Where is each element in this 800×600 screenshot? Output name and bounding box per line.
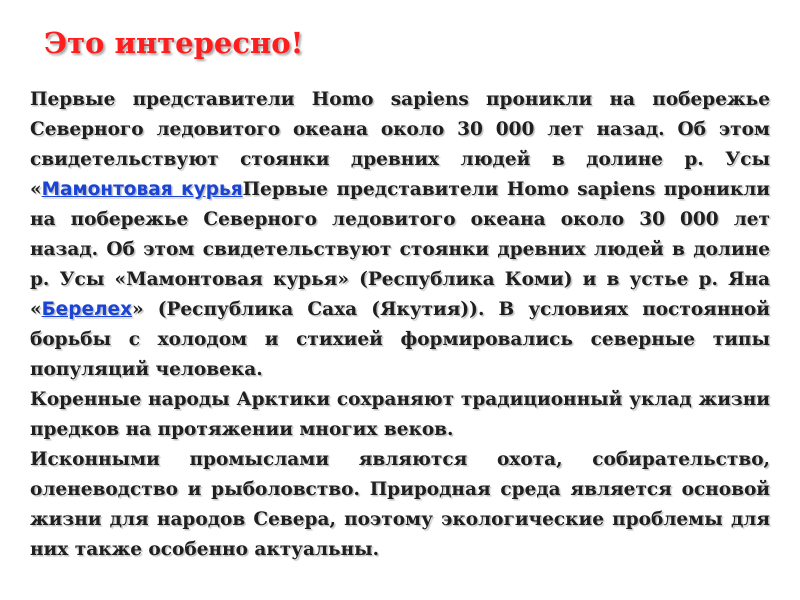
- paragraph-crafts: Исконными промыслами являются охота, собирательство, оленеводство и рыболовство. Природная среда является основой жизни для народов Севера, поэтому экологические проблемы для них также особенно актуальны.: [30, 449, 770, 560]
- link-mamontovaya-kurya[interactable]: Мамонтовая курья: [41, 179, 243, 200]
- link-berelekh[interactable]: Берелех: [41, 299, 133, 320]
- paragraph-text: » (Республика Саха (Якутия)). В условиях постоянной борьбы с холодом и стихией формировались северные типы популяций человека.: [30, 299, 770, 380]
- paragraph-origins: [30, 85, 770, 385]
- paragraph-text: Первые представители Homo sapiens проникли на побережье Северного ледовитого океана около 30 000 лет назад. Об этом свидетельствуют стоянки древних людей в долине р. Усы «: [30, 89, 770, 200]
- slide-title: Это интересно!: [44, 26, 304, 60]
- paragraph-text: Первые представители Homo sapiens проникли на побережье Северного ледовитого океана около 30 000 лет назад. Об этом свидетельствуют стоянки древних людей в долине р. Усы «Мамонтовая курья» (Республика Коми) и в устье р. Яна «: [30, 179, 770, 320]
- paragraph-traditions: Коренные народы Арктики сохраняют традиционный уклад жизни предков на протяжении многих веков.: [30, 389, 770, 440]
- slide-body: [30, 85, 770, 565]
